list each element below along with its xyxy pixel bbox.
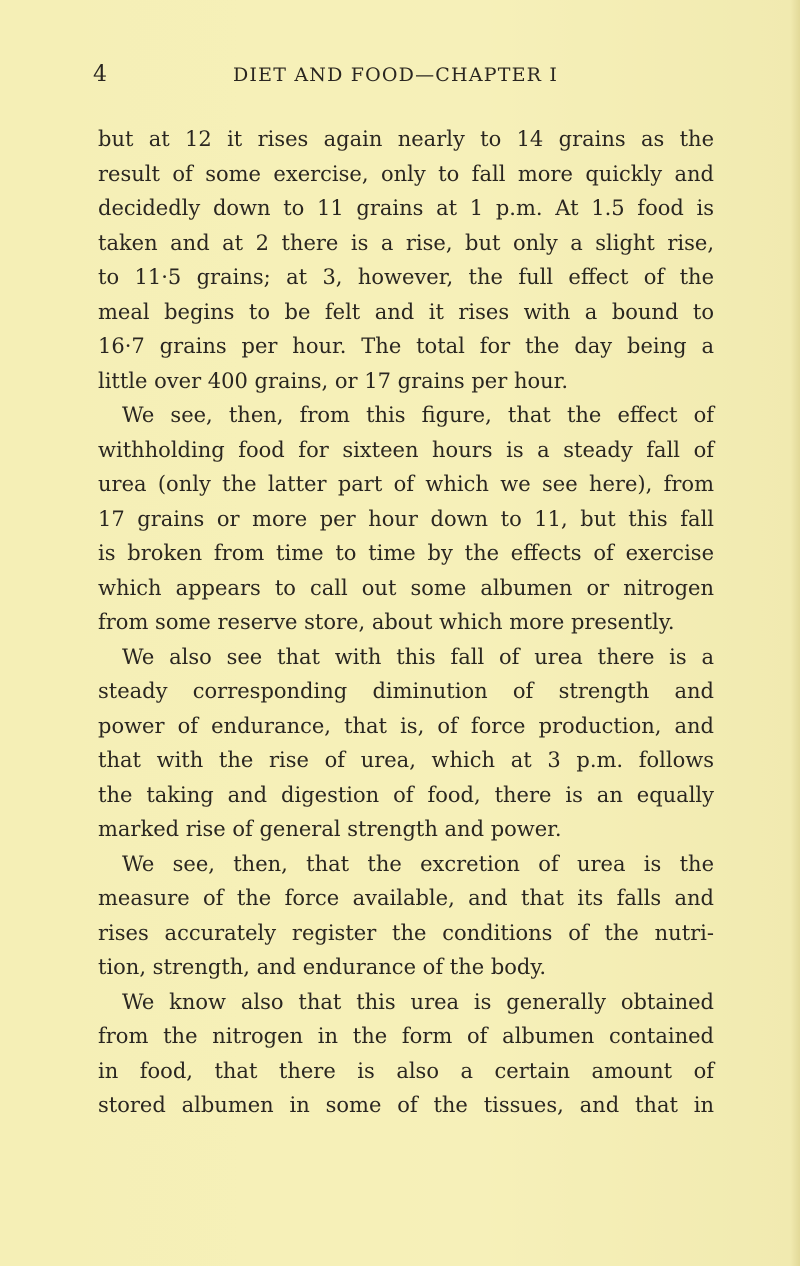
text-line: marked rise of general strength and power. <box>98 817 562 841</box>
text-line: withholding food for sixteen hours is a steady fall of <box>98 437 714 462</box>
text-line: steady corresponding diminution of strength and <box>98 679 714 703</box>
page-header <box>0 62 800 96</box>
text-line: urea (only the latter part of which we see here), from <box>98 472 714 496</box>
text-line: meal begins to be felt and it rises with a bound to <box>98 299 714 324</box>
text-line: We know also that this urea is generally obtained <box>122 989 714 1014</box>
text-line: to 11·5 grains; at 3, however, the full effect of the <box>98 265 714 289</box>
text-line: 16·7 grains per hour. The total for the day being a <box>98 334 714 358</box>
text-line: little over 400 grains, or 17 grains per hour. <box>98 368 569 393</box>
running-head: DIET AND FOOD—CHAPTER I <box>233 64 559 86</box>
text-line: rises accurately register the conditions of the nutri- <box>98 920 714 945</box>
text-line: stored albumen in some of the tissues, and that in <box>98 1093 714 1117</box>
text-line: We see, then, that the excretion of urea is the <box>122 851 714 876</box>
body-text <box>98 122 714 1123</box>
text-line: 17 grains or more per hour down to 11, but this fall <box>98 506 714 531</box>
page-edge-shadow <box>790 0 800 1266</box>
text-line: from the nitrogen in the form of albumen contained <box>98 1024 714 1048</box>
text-line: which appears to call out some albumen or nitrogen <box>98 575 714 600</box>
text-line: that with the rise of urea, which at 3 p.m. follows <box>98 748 714 772</box>
text-line: taken and at 2 there is a rise, but only a slight rise, <box>98 230 714 255</box>
text-line: We also see that with this fall of urea there is a <box>122 644 714 669</box>
text-line: but at 12 it rises again nearly to 14 grains as the <box>98 127 714 151</box>
text-line: the taking and digestion of food, there is an equally <box>98 782 714 807</box>
page-number: 4 <box>93 62 107 87</box>
text-line: We see, then, from this figure, that the effect of <box>122 403 714 427</box>
text-line: in food, that there is also a certain amount of <box>98 1058 714 1083</box>
text-line: is broken from time to time by the effects of exercise <box>98 541 714 565</box>
text-line: measure of the force available, and that its falls and <box>98 886 714 910</box>
text-line: result of some exercise, only to fall more quickly and <box>98 161 714 186</box>
text-line: decidedly down to 11 grains at 1 p.m. At 1.5 food is <box>98 196 714 220</box>
text-line: tion, strength, and endurance of the body. <box>98 955 547 979</box>
text-line: from some reserve store, about which more presently. <box>98 610 675 634</box>
text-line: power of endurance, that is, of force production, and <box>98 713 714 738</box>
